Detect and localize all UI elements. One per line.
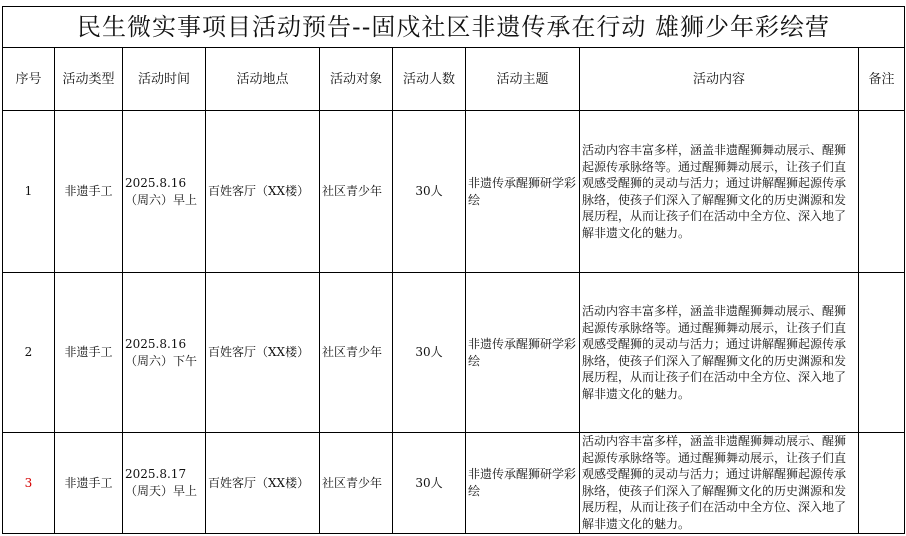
- cell-type[interactable]: 非遗手工: [55, 433, 123, 534]
- cell-time[interactable]: [123, 273, 206, 433]
- cell-place[interactable]: 百姓客厅（XX楼）: [206, 273, 320, 433]
- cell-target[interactable]: 社区青少年: [320, 111, 393, 273]
- header-cell-no[interactable]: 序号: [3, 48, 55, 111]
- cell-theme[interactable]: 非遗传承醒狮研学彩绘: [466, 433, 580, 534]
- header-cell-remark[interactable]: 备注: [859, 48, 905, 111]
- page-title[interactable]: 民生微实事项目活动预告--固戍社区非遗传承在行动 雄狮少年彩绘营: [3, 7, 905, 48]
- cell-content-text: 活动内容丰富多样，涵盖非遗醒狮舞动展示、醒狮起源传承脉络等。通过醒狮舞动展示，让孩子们直观感受醒狮的灵动与活力；通过讲解醒狮起源传承脉络，使孩子们深入了解醒狮文化的历史渊源和发展历程，从而让孩子们在活动中全方位、深入地了解非遗文化的魅力。: [582, 434, 847, 531]
- cell-time-period: （周六）下午: [125, 353, 198, 368]
- cell-count[interactable]: 30人: [393, 433, 466, 534]
- header-cell-target[interactable]: 活动对象: [320, 48, 393, 111]
- cell-time-period: （周天）早上: [125, 484, 198, 498]
- cell-type[interactable]: 非遗手工: [55, 273, 123, 433]
- activity-table: [2, 6, 905, 534]
- cell-theme[interactable]: 非遗传承醒狮研学彩绘: [466, 273, 580, 433]
- cell-no[interactable]: 3: [3, 433, 55, 534]
- cell-theme[interactable]: 非遗传承醒狮研学彩绘: [466, 111, 580, 273]
- cell-remark[interactable]: [859, 273, 905, 433]
- header-cell-count[interactable]: 活动人数: [393, 48, 466, 111]
- cell-type[interactable]: 非遗手工: [55, 111, 123, 273]
- table-row: [3, 273, 905, 433]
- cell-no[interactable]: 1: [3, 111, 55, 273]
- cell-count[interactable]: 30人: [393, 111, 466, 273]
- header-cell-type[interactable]: 活动类型: [55, 48, 123, 111]
- header-cell-theme[interactable]: 活动主题: [466, 48, 580, 111]
- cell-content[interactable]: [580, 433, 859, 534]
- cell-place[interactable]: 百姓客厅（XX楼）: [206, 111, 320, 273]
- cell-target[interactable]: 社区青少年: [320, 273, 393, 433]
- cell-place[interactable]: 百姓客厅（XX楼）: [206, 433, 320, 534]
- cell-time-period: （周六）早上: [125, 192, 198, 207]
- cell-content[interactable]: 活动内容丰富多样，涵盖非遗醒狮舞动展示、醒狮起源传承脉络等。通过醒狮舞动展示，让孩子们直观感受醒狮的灵动与活力；通过讲解醒狮起源传承脉络，使孩子们深入了解醒狮文化的历史渊源和发展历程，从而让孩子们在活动中全方位、深入地了解非遗文化的魅力。: [580, 273, 859, 433]
- cell-time[interactable]: [123, 111, 206, 273]
- cell-remark[interactable]: [859, 433, 905, 534]
- cell-content[interactable]: 活动内容丰富多样，涵盖非遗醒狮舞动展示、醒狮起源传承脉络等。通过醒狮舞动展示，让孩子们直观感受醒狮的灵动与活力；通过讲解醒狮起源传承脉络，使孩子们深入了解醒狮文化的历史渊源和发展历程，从而让孩子们在活动中全方位、深入地了解非遗文化的魅力。: [580, 111, 859, 273]
- cell-time-date: 2025.8.16: [125, 336, 187, 351]
- table-row: [3, 111, 905, 273]
- cell-time[interactable]: [123, 433, 206, 534]
- header-row: [3, 48, 905, 111]
- cell-time-date: 2025.8.16: [125, 175, 187, 190]
- cell-time-date: 2025.8.17: [125, 467, 187, 481]
- table-row: [3, 433, 905, 534]
- header-cell-time[interactable]: 活动时间: [123, 48, 206, 111]
- header-cell-place[interactable]: 活动地点: [206, 48, 320, 111]
- header-cell-content[interactable]: 活动内容: [580, 48, 859, 111]
- cell-no[interactable]: 2: [3, 273, 55, 433]
- cell-target[interactable]: 社区青少年: [320, 433, 393, 534]
- cell-remark[interactable]: [859, 111, 905, 273]
- cell-count[interactable]: 30人: [393, 273, 466, 433]
